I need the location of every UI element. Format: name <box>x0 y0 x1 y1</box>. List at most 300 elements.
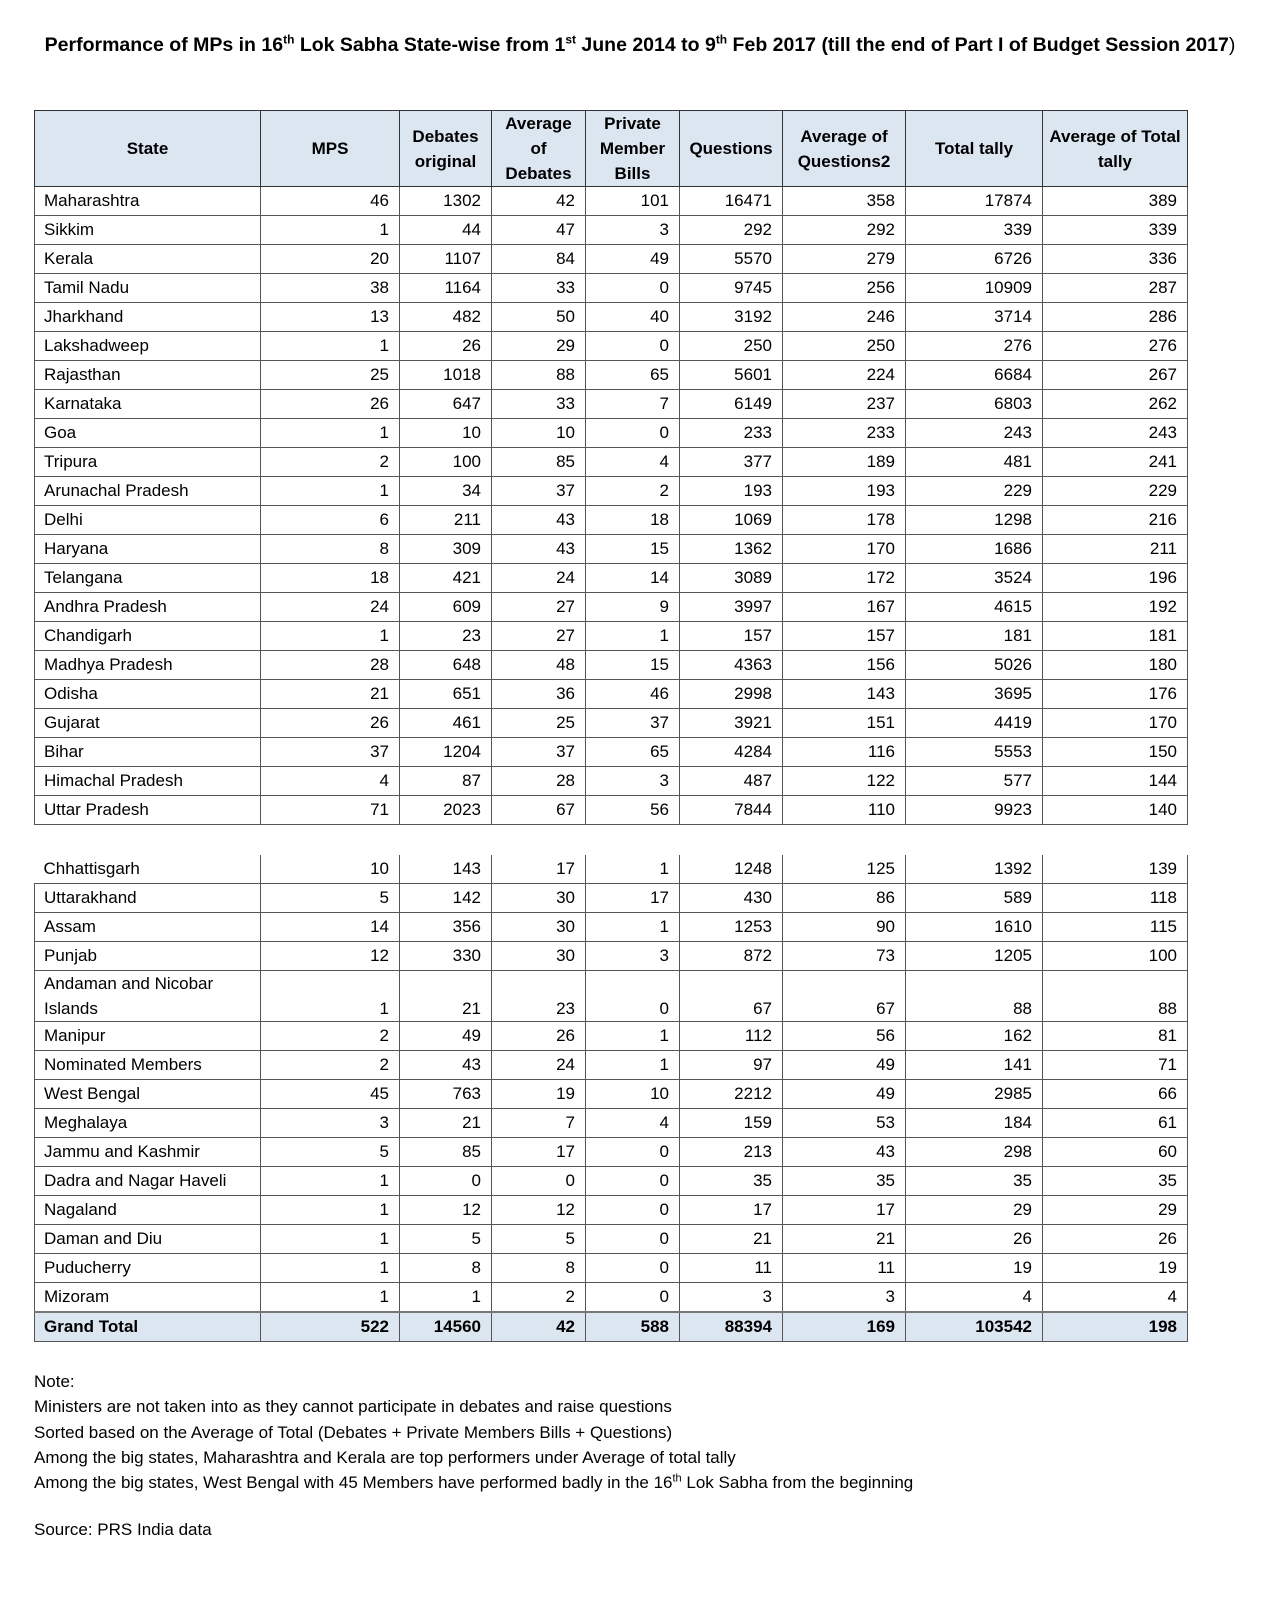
value-cell: 28 <box>261 651 400 680</box>
value-cell: 17 <box>586 884 680 913</box>
state-cell: Meghalaya <box>35 1109 261 1138</box>
value-cell: 1 <box>586 913 680 942</box>
value-cell: 1164 <box>400 274 492 303</box>
value-cell: 26 <box>1043 1225 1188 1254</box>
value-cell: 1 <box>261 332 400 361</box>
value-cell: 1 <box>261 419 400 448</box>
value-cell: 110 <box>783 796 906 825</box>
value-cell: 7 <box>586 390 680 419</box>
value-cell: 65 <box>586 738 680 767</box>
value-cell: 97 <box>680 1051 783 1080</box>
value-cell: 19 <box>492 1080 586 1109</box>
value-cell: 4284 <box>680 738 783 767</box>
value-cell: 1253 <box>680 913 783 942</box>
value-cell: 38 <box>261 274 400 303</box>
value-cell: 17 <box>680 1196 783 1225</box>
value-cell: 7 <box>492 1109 586 1138</box>
state-cell: Arunachal Pradesh <box>35 477 261 506</box>
value-cell: 172 <box>783 564 906 593</box>
note-line: Ministers are not taken into as they cannot participate in debates and raise questions <box>34 1397 672 1417</box>
value-cell: 11 <box>680 1254 783 1283</box>
state-cell: Tripura <box>35 448 261 477</box>
state-cell: Andaman and Nicobar Islands <box>35 971 261 1022</box>
value-cell: 2212 <box>680 1080 783 1109</box>
value-cell: 28 <box>492 767 586 796</box>
value-cell: 1 <box>261 622 400 651</box>
state-cell: Grand Total <box>35 1312 261 1342</box>
table-row <box>35 1167 1188 1196</box>
value-cell: 5026 <box>906 651 1043 680</box>
value-cell: 17 <box>492 1138 586 1167</box>
value-cell: 53 <box>783 1109 906 1138</box>
title-text: June 2014 to 9 <box>575 34 716 56</box>
value-cell: 3 <box>586 942 680 971</box>
value-cell: 30 <box>492 913 586 942</box>
table-row <box>35 1080 1188 1109</box>
value-cell: 71 <box>1043 1051 1188 1080</box>
value-cell: 14 <box>586 564 680 593</box>
value-cell: 45 <box>261 1080 400 1109</box>
state-cell: Odisha <box>35 680 261 709</box>
table-row <box>35 448 1188 477</box>
value-cell: 8 <box>492 1254 586 1283</box>
value-cell: 140 <box>1043 796 1188 825</box>
value-cell: 2 <box>261 1051 400 1080</box>
value-cell: 609 <box>400 593 492 622</box>
value-cell: 42 <box>492 187 586 216</box>
value-cell: 292 <box>783 216 906 245</box>
value-cell: 24 <box>492 564 586 593</box>
table-row <box>35 855 1188 884</box>
value-cell: 647 <box>400 390 492 419</box>
value-cell: 522 <box>261 1312 400 1342</box>
column-header: MPS <box>261 111 400 187</box>
value-cell: 4 <box>586 1109 680 1138</box>
table-row <box>35 303 1188 332</box>
value-cell: 125 <box>783 855 906 884</box>
value-cell: 26 <box>261 709 400 738</box>
state-cell: Chandigarh <box>35 622 261 651</box>
value-cell: 3 <box>586 767 680 796</box>
value-cell: 50 <box>492 303 586 332</box>
value-cell: 157 <box>680 622 783 651</box>
value-cell: 60 <box>1043 1138 1188 1167</box>
value-cell: 7844 <box>680 796 783 825</box>
value-cell: 0 <box>492 1167 586 1196</box>
value-cell: 250 <box>783 332 906 361</box>
state-cell: Jammu and Kashmir <box>35 1138 261 1167</box>
value-cell: 0 <box>586 971 680 1022</box>
value-cell: 1362 <box>680 535 783 564</box>
value-cell: 25 <box>261 361 400 390</box>
value-cell: 0 <box>400 1167 492 1196</box>
value-cell: 211 <box>400 506 492 535</box>
value-cell: 3 <box>680 1283 783 1313</box>
value-cell: 16471 <box>680 187 783 216</box>
table-row <box>35 477 1188 506</box>
note-text: Lok Sabha from the beginning <box>681 1473 914 1493</box>
value-cell: 35 <box>680 1167 783 1196</box>
value-cell: 44 <box>400 216 492 245</box>
column-header: State <box>35 111 261 187</box>
value-cell: 588 <box>586 1312 680 1342</box>
value-cell: 0 <box>586 1167 680 1196</box>
value-cell: 6 <box>261 506 400 535</box>
value-cell: 5 <box>492 1225 586 1254</box>
value-cell: 170 <box>783 535 906 564</box>
value-cell: 18 <box>586 506 680 535</box>
state-cell: Puducherry <box>35 1254 261 1283</box>
table-row <box>35 942 1188 971</box>
value-cell: 0 <box>586 332 680 361</box>
value-cell: 10 <box>586 1080 680 1109</box>
value-cell: 430 <box>680 884 783 913</box>
value-cell: 461 <box>400 709 492 738</box>
value-cell: 35 <box>906 1167 1043 1196</box>
table-row <box>35 971 1188 1022</box>
value-cell: 42 <box>492 1312 586 1342</box>
value-cell: 5553 <box>906 738 1043 767</box>
notes <box>34 1369 913 1495</box>
value-cell: 2023 <box>400 796 492 825</box>
value-cell: 43 <box>783 1138 906 1167</box>
value-cell: 1 <box>261 1254 400 1283</box>
state-cell: Rajasthan <box>35 361 261 390</box>
state-cell: Himachal Pradesh <box>35 767 261 796</box>
value-cell: 5 <box>400 1225 492 1254</box>
state-cell: Daman and Diu <box>35 1225 261 1254</box>
value-cell: 4363 <box>680 651 783 680</box>
table-row <box>35 622 1188 651</box>
value-cell: 49 <box>783 1051 906 1080</box>
value-cell: 34 <box>400 477 492 506</box>
title-text: ) <box>1228 34 1236 56</box>
value-cell: 0 <box>586 1138 680 1167</box>
value-cell: 276 <box>906 332 1043 361</box>
value-cell: 1204 <box>400 738 492 767</box>
value-cell: 0 <box>586 1254 680 1283</box>
note-line: Among the big states, Maharashtra and Kerala are top performers under Average of total tally <box>34 1447 736 1467</box>
value-cell: 115 <box>1043 913 1188 942</box>
value-cell: 26 <box>492 1022 586 1051</box>
note-text: Among the big states, West Bengal with 45 Members have performed badly in the 16 <box>34 1473 673 1493</box>
value-cell: 181 <box>1043 622 1188 651</box>
value-cell: 2 <box>492 1283 586 1313</box>
value-cell: 250 <box>680 332 783 361</box>
title-text: Performance of MPs in 16 <box>44 34 284 56</box>
value-cell: 181 <box>906 622 1043 651</box>
value-cell: 27 <box>492 593 586 622</box>
table-row <box>35 738 1188 767</box>
value-cell: 9 <box>586 593 680 622</box>
value-cell: 9923 <box>906 796 1043 825</box>
value-cell: 487 <box>680 767 783 796</box>
table-row <box>35 913 1188 942</box>
value-cell: 5 <box>261 1138 400 1167</box>
value-cell: 267 <box>1043 361 1188 390</box>
value-cell: 6684 <box>906 361 1043 390</box>
value-cell: 3 <box>586 216 680 245</box>
value-cell: 1 <box>586 855 680 884</box>
value-cell: 18 <box>261 564 400 593</box>
table-row <box>35 1283 1188 1313</box>
value-cell: 65 <box>586 361 680 390</box>
header-row <box>35 111 1188 187</box>
value-cell: 40 <box>586 303 680 332</box>
state-cell: Dadra and Nagar Haveli <box>35 1167 261 1196</box>
value-cell: 48 <box>492 651 586 680</box>
value-cell: 1248 <box>680 855 783 884</box>
state-cell: Maharashtra <box>35 187 261 216</box>
value-cell: 330 <box>400 942 492 971</box>
value-cell: 46 <box>261 187 400 216</box>
value-cell: 37 <box>492 477 586 506</box>
value-cell: 87 <box>400 767 492 796</box>
value-cell: 6149 <box>680 390 783 419</box>
value-cell: 36 <box>492 680 586 709</box>
value-cell: 482 <box>400 303 492 332</box>
value-cell: 122 <box>783 767 906 796</box>
table-row <box>35 1051 1188 1080</box>
value-cell: 151 <box>783 709 906 738</box>
state-cell: Telangana <box>35 564 261 593</box>
value-cell: 21 <box>400 971 492 1022</box>
value-cell: 3997 <box>680 593 783 622</box>
value-cell: 1302 <box>400 187 492 216</box>
table-row <box>35 506 1188 535</box>
title-text: Feb 2017 (till the end of Part I of Budget Session 2017 <box>727 34 1229 56</box>
value-cell: 389 <box>1043 187 1188 216</box>
value-cell: 216 <box>1043 506 1188 535</box>
value-cell: 3192 <box>680 303 783 332</box>
state-cell: Gujarat <box>35 709 261 738</box>
state-cell: Sikkim <box>35 216 261 245</box>
value-cell: 193 <box>680 477 783 506</box>
state-cell: Mizoram <box>35 1283 261 1313</box>
value-cell: 21 <box>261 680 400 709</box>
value-cell: 49 <box>586 245 680 274</box>
value-cell: 4 <box>586 448 680 477</box>
value-cell: 0 <box>586 1225 680 1254</box>
value-cell: 577 <box>906 767 1043 796</box>
table-row <box>35 390 1188 419</box>
value-cell: 10 <box>492 419 586 448</box>
value-cell: 3921 <box>680 709 783 738</box>
value-cell: 162 <box>906 1022 1043 1051</box>
value-cell: 3524 <box>906 564 1043 593</box>
value-cell: 43 <box>492 506 586 535</box>
value-cell: 339 <box>1043 216 1188 245</box>
state-cell: Madhya Pradesh <box>35 651 261 680</box>
value-cell: 0 <box>586 1283 680 1313</box>
table-row <box>35 419 1188 448</box>
state-cell: Haryana <box>35 535 261 564</box>
value-cell: 150 <box>1043 738 1188 767</box>
value-cell: 85 <box>400 1138 492 1167</box>
value-cell: 33 <box>492 274 586 303</box>
value-cell: 872 <box>680 942 783 971</box>
note-sup: th <box>672 1472 682 1485</box>
state-cell: Nominated Members <box>35 1051 261 1080</box>
value-cell: 30 <box>492 942 586 971</box>
value-cell: 233 <box>783 419 906 448</box>
column-header: Average of Total tally <box>1043 111 1188 187</box>
value-cell: 56 <box>783 1022 906 1051</box>
value-cell: 143 <box>783 680 906 709</box>
value-cell: 43 <box>492 535 586 564</box>
column-header: Private Member Bills <box>586 111 680 187</box>
note-line <box>34 1470 913 1495</box>
value-cell: 298 <box>906 1138 1043 1167</box>
value-cell: 35 <box>1043 1167 1188 1196</box>
value-cell: 170 <box>1043 709 1188 738</box>
value-cell: 1392 <box>906 855 1043 884</box>
value-cell: 8 <box>261 535 400 564</box>
value-cell: 29 <box>492 332 586 361</box>
state-cell: Karnataka <box>35 390 261 419</box>
title-text: Lok Sabha State-wise from 1 <box>294 34 566 56</box>
value-cell: 23 <box>400 622 492 651</box>
value-cell: 88 <box>906 971 1043 1022</box>
value-cell: 1 <box>261 1283 400 1313</box>
value-cell: 12 <box>261 942 400 971</box>
state-cell: Bihar <box>35 738 261 767</box>
state-cell: Assam <box>35 913 261 942</box>
value-cell: 2 <box>586 477 680 506</box>
value-cell: 159 <box>680 1109 783 1138</box>
value-cell: 233 <box>680 419 783 448</box>
value-cell: 21 <box>400 1109 492 1138</box>
value-cell: 33 <box>492 390 586 419</box>
value-cell: 193 <box>783 477 906 506</box>
value-cell: 142 <box>400 884 492 913</box>
value-cell: 67 <box>680 971 783 1022</box>
value-cell: 12 <box>400 1196 492 1225</box>
value-cell: 336 <box>1043 245 1188 274</box>
value-cell: 421 <box>400 564 492 593</box>
value-cell: 229 <box>1043 477 1188 506</box>
value-cell: 156 <box>783 651 906 680</box>
state-cell: Chhattisgarh <box>35 855 261 884</box>
value-cell: 88 <box>492 361 586 390</box>
value-cell: 4 <box>906 1283 1043 1313</box>
value-cell: 1 <box>400 1283 492 1313</box>
value-cell: 211 <box>1043 535 1188 564</box>
state-cell: Tamil Nadu <box>35 274 261 303</box>
value-cell: 24 <box>261 593 400 622</box>
value-cell: 377 <box>680 448 783 477</box>
column-header: Debates original <box>400 111 492 187</box>
value-cell: 10 <box>400 419 492 448</box>
value-cell: 481 <box>906 448 1043 477</box>
value-cell: 276 <box>1043 332 1188 361</box>
column-header: Questions <box>680 111 783 187</box>
value-cell: 20 <box>261 245 400 274</box>
value-cell: 14560 <box>400 1312 492 1342</box>
notes-heading: Note: <box>34 1372 75 1391</box>
value-cell: 176 <box>1043 680 1188 709</box>
value-cell: 3714 <box>906 303 1043 332</box>
value-cell: 279 <box>783 245 906 274</box>
value-cell: 29 <box>1043 1196 1188 1225</box>
state-cell: Andhra Pradesh <box>35 593 261 622</box>
value-cell: 178 <box>783 506 906 535</box>
value-cell: 85 <box>492 448 586 477</box>
value-cell: 26 <box>400 332 492 361</box>
value-cell: 356 <box>400 913 492 942</box>
value-cell: 37 <box>492 738 586 767</box>
value-cell: 2998 <box>680 680 783 709</box>
value-cell: 1 <box>586 1022 680 1051</box>
state-cell: Jharkhand <box>35 303 261 332</box>
table-row <box>35 680 1188 709</box>
table-row <box>35 332 1188 361</box>
value-cell: 4615 <box>906 593 1043 622</box>
value-cell: 27 <box>492 622 586 651</box>
table-row <box>35 535 1188 564</box>
value-cell: 66 <box>1043 1080 1188 1109</box>
table-row <box>35 245 1188 274</box>
value-cell: 35 <box>783 1167 906 1196</box>
value-cell: 12 <box>492 1196 586 1225</box>
table-row <box>35 1196 1188 1225</box>
value-cell: 3 <box>261 1109 400 1138</box>
value-cell: 141 <box>906 1051 1043 1080</box>
value-cell: 651 <box>400 680 492 709</box>
value-cell: 184 <box>906 1109 1043 1138</box>
source-text: Source: PRS India data <box>34 1520 212 1539</box>
value-cell: 49 <box>400 1022 492 1051</box>
value-cell: 46 <box>586 680 680 709</box>
table-row <box>35 564 1188 593</box>
column-header: Average of Debates <box>492 111 586 187</box>
value-cell: 139 <box>1043 855 1188 884</box>
value-cell: 3695 <box>906 680 1043 709</box>
value-cell: 17 <box>783 1196 906 1225</box>
performance-table-part2 <box>34 855 1188 1342</box>
note-line: Sorted based on the Average of Total (Debates + Private Members Bills + Questions) <box>34 1422 673 1442</box>
value-cell: 21 <box>680 1225 783 1254</box>
state-cell: Lakshadweep <box>35 332 261 361</box>
value-cell: 287 <box>1043 274 1188 303</box>
value-cell: 112 <box>680 1022 783 1051</box>
value-cell: 246 <box>783 303 906 332</box>
value-cell: 84 <box>492 245 586 274</box>
value-cell: 1 <box>586 1051 680 1080</box>
table-row <box>35 216 1188 245</box>
value-cell: 71 <box>261 796 400 825</box>
value-cell: 1298 <box>906 506 1043 535</box>
value-cell: 167 <box>783 593 906 622</box>
value-cell: 8 <box>400 1254 492 1283</box>
state-cell: Delhi <box>35 506 261 535</box>
value-cell: 1 <box>261 1196 400 1225</box>
value-cell: 237 <box>783 390 906 419</box>
page-title <box>40 32 1240 58</box>
grand-total-row <box>35 1312 1188 1342</box>
value-cell: 309 <box>400 535 492 564</box>
value-cell: 26 <box>906 1225 1043 1254</box>
value-cell: 23 <box>492 971 586 1022</box>
performance-table-part1 <box>34 110 1188 825</box>
value-cell: 10 <box>261 855 400 884</box>
value-cell: 49 <box>783 1080 906 1109</box>
value-cell: 5601 <box>680 361 783 390</box>
value-cell: 17 <box>492 855 586 884</box>
state-cell: West Bengal <box>35 1080 261 1109</box>
table-row <box>35 884 1188 913</box>
value-cell: 0 <box>586 419 680 448</box>
